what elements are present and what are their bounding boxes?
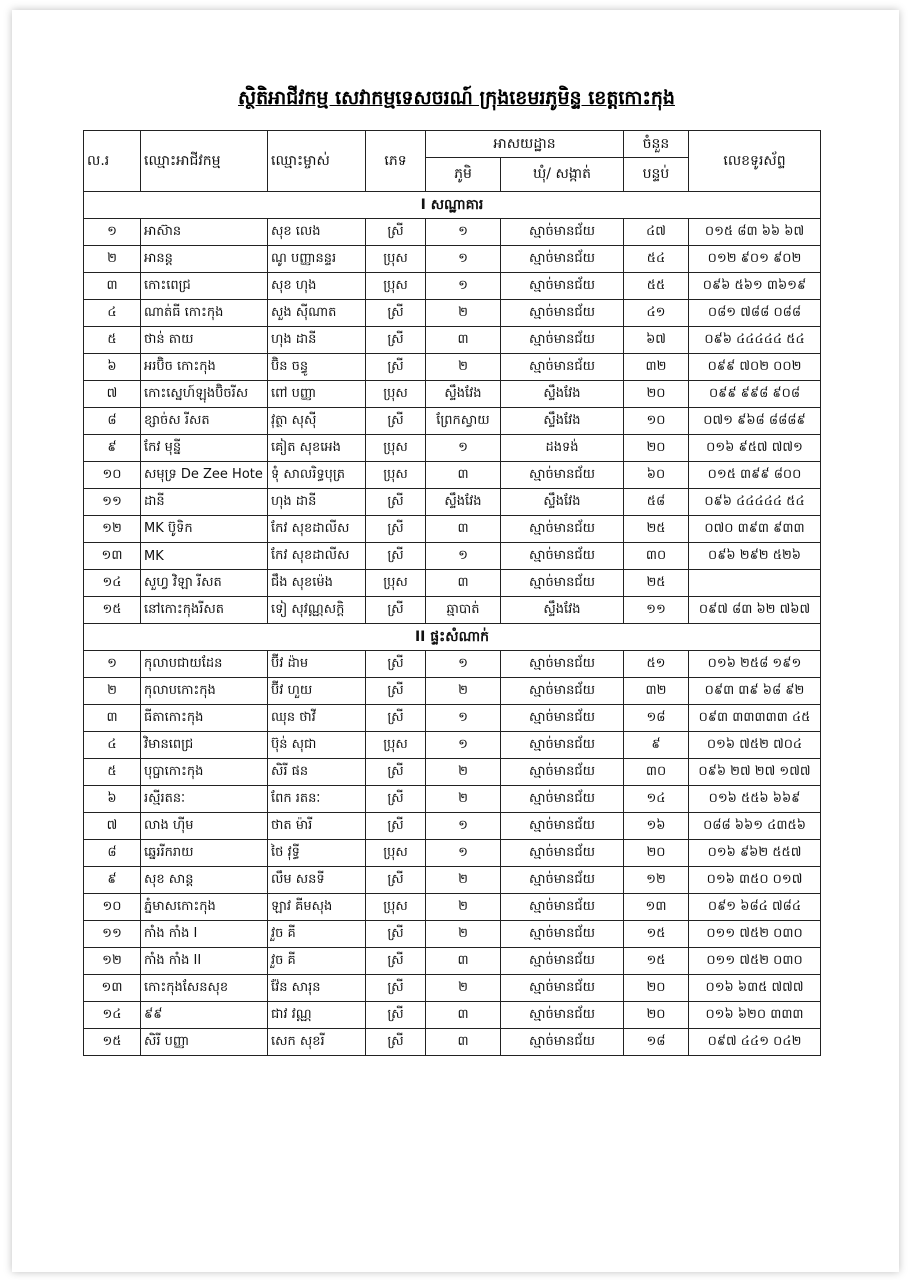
cell-owner-name: ឡាវ គីមសុង	[268, 894, 366, 921]
cell-village: ១	[426, 705, 501, 732]
cell-village: ២	[426, 975, 501, 1002]
cell-commune: ស្មាច់មានជ័យ	[501, 678, 624, 705]
cell-no: ៧	[84, 813, 141, 840]
cell-commune: ស្មាច់មានជ័យ	[501, 1029, 624, 1056]
cell-no: ១២	[84, 948, 141, 975]
header-rooms: បន្ទប់	[624, 158, 689, 192]
cell-village: ១	[426, 219, 501, 246]
cell-no: ១៥	[84, 1029, 141, 1056]
cell-sex: ប្រុស	[366, 462, 426, 489]
cell-business-name: សិរី បញ្ញា	[141, 1029, 268, 1056]
cell-village: ព្រែកស្វាយ	[426, 408, 501, 435]
cell-rooms: ៩	[624, 732, 689, 759]
cell-phone: ០១១ ៧៥២ ០៣០	[689, 921, 821, 948]
cell-business-name: ធីតាកោះកុង	[141, 705, 268, 732]
cell-phone: ០៩១ ៦៨៤ ៧៨៤	[689, 894, 821, 921]
header-business-name: ឈ្មោះអាជីវកម្ម	[141, 131, 268, 192]
cell-no: ១	[84, 651, 141, 678]
cell-village: ១	[426, 813, 501, 840]
table-row	[84, 327, 821, 354]
cell-village: ១	[426, 840, 501, 867]
cell-phone: ០៩៣ ៣៣៣៣៣ ៤៥	[689, 705, 821, 732]
cell-rooms: ២៥	[624, 570, 689, 597]
cell-commune: ស្មាច់មានជ័យ	[501, 462, 624, 489]
cell-commune: ស្មាច់មានជ័យ	[501, 300, 624, 327]
cell-village: ១	[426, 651, 501, 678]
cell-rooms: ៥៤	[624, 246, 689, 273]
cell-sex: ប្រុស	[366, 273, 426, 300]
cell-no: ១០	[84, 894, 141, 921]
cell-business-name: MK	[141, 543, 268, 570]
cell-owner-name: សុខ លេង	[268, 219, 366, 246]
cell-owner-name: ទៀ សុវណ្ណសក្តិ	[268, 597, 366, 624]
table-row	[84, 489, 821, 516]
cell-rooms: ១៣	[624, 894, 689, 921]
cell-commune: ស្មាច់មានជ័យ	[501, 570, 624, 597]
cell-phone: ០៧០ ៣៩៣ ៩៣៣	[689, 516, 821, 543]
cell-rooms: ១៦	[624, 813, 689, 840]
cell-phone: ០៩៦ ៤៤៤៤៤ ៥៤	[689, 489, 821, 516]
cell-rooms: ៥៨	[624, 489, 689, 516]
cell-owner-name: ថៃ វុទ្ធី	[268, 840, 366, 867]
cell-village: ៣	[426, 327, 501, 354]
cell-village: ២	[426, 921, 501, 948]
cell-sex: ស្រី	[366, 759, 426, 786]
cell-owner-name: ហុង ដានី	[268, 327, 366, 354]
table-row	[84, 894, 821, 921]
cell-no: ១១	[84, 921, 141, 948]
cell-commune: ស្ទឹងវែង	[501, 408, 624, 435]
cell-owner-name: វួច គី	[268, 948, 366, 975]
cell-commune: ស្មាច់មានជ័យ	[501, 273, 624, 300]
cell-rooms: ៣០	[624, 759, 689, 786]
cell-owner-name: លឹម សនទី	[268, 867, 366, 894]
cell-phone: ០៩៩ ៧០២ ០០២	[689, 354, 821, 381]
cell-business-name: ថាន់ តាយ	[141, 327, 268, 354]
table-row	[84, 597, 821, 624]
cell-no: ១៣	[84, 543, 141, 570]
section-title: II ផ្ទះសំណាក់	[84, 624, 821, 651]
cell-village: ២	[426, 678, 501, 705]
cell-phone: ០៩៣ ៣៩ ៦៨ ៩២	[689, 678, 821, 705]
cell-business-name: កែវ មុន្នី	[141, 435, 268, 462]
cell-commune: ស្មាច់មានជ័យ	[501, 246, 624, 273]
cell-rooms: ២០	[624, 1002, 689, 1029]
table-row	[84, 354, 821, 381]
cell-owner-name: ជាវ វណ្ណ	[268, 1002, 366, 1029]
cell-phone: ០៩៦ ៤៤៤៤៤ ៥៤	[689, 327, 821, 354]
cell-owner-name: ប៊ីវ ហួយ	[268, 678, 366, 705]
cell-business-name: កោះកុងសែនសុខ	[141, 975, 268, 1002]
cell-phone: ០១២ ៩០១ ៩០២	[689, 246, 821, 273]
cell-no: ១៥	[84, 597, 141, 624]
cell-business-name: ឆ្នេររីករាយ	[141, 840, 268, 867]
cell-no: ៤	[84, 732, 141, 759]
cell-no: ៩	[84, 435, 141, 462]
header-count: ចំនួន	[624, 131, 689, 158]
cell-business-name: ខ្សាច់ស រីសត	[141, 408, 268, 435]
cell-business-name: MK ប៊ូទិក	[141, 516, 268, 543]
cell-business-name: កាំង កាំង II	[141, 948, 268, 975]
cell-village: ១	[426, 273, 501, 300]
cell-phone: ០១៦ ៦៣៥ ៧៧៧	[689, 975, 821, 1002]
cell-rooms: ១០	[624, 408, 689, 435]
cell-village: ២	[426, 300, 501, 327]
cell-commune: ស្មាច់មានជ័យ	[501, 651, 624, 678]
cell-business-name: វិមានពេជ្រ	[141, 732, 268, 759]
cell-sex: ស្រី	[366, 921, 426, 948]
cell-sex: ស្រី	[366, 327, 426, 354]
header-address: អាសយដ្ឋាន	[426, 131, 624, 158]
cell-phone: ០៩៧ ៤៤១ ០៤២	[689, 1029, 821, 1056]
table-row	[84, 1002, 821, 1029]
cell-sex: ស្រី	[366, 408, 426, 435]
cell-phone: ០៩៦ ៥៦១ ៣៦១៩	[689, 273, 821, 300]
cell-sex: ស្រី	[366, 705, 426, 732]
cell-phone: ០៩៦ ២៩២ ៥២៦	[689, 543, 821, 570]
cell-commune: ស្មាច់មានជ័យ	[501, 705, 624, 732]
table-row	[84, 975, 821, 1002]
cell-business-name: អានន្ត	[141, 246, 268, 273]
cell-sex: ស្រី	[366, 1029, 426, 1056]
cell-village: ១	[426, 732, 501, 759]
cell-phone: ០៧១ ៩៦៨ ៨៨៨៩	[689, 408, 821, 435]
table-row	[84, 813, 821, 840]
cell-commune: ដងទង់	[501, 435, 624, 462]
table-row	[84, 246, 821, 273]
table-row	[84, 273, 821, 300]
cell-village: ៣	[426, 1029, 501, 1056]
cell-owner-name: កែវ សុខដាលីស	[268, 516, 366, 543]
cell-sex: ស្រី	[366, 300, 426, 327]
cell-commune: ស្ទឹងវែង	[501, 381, 624, 408]
cell-sex: ស្រី	[366, 813, 426, 840]
cell-no: ១	[84, 219, 141, 246]
cell-owner-name: កែវ សុខដាលីស	[268, 543, 366, 570]
cell-commune: ស្មាច់មានជ័យ	[501, 543, 624, 570]
cell-sex: ស្រី	[366, 597, 426, 624]
cell-commune: ស្ទឹងវែង	[501, 489, 624, 516]
table-row	[84, 219, 821, 246]
cell-owner-name: ប៊ីវ ដ៉ាម	[268, 651, 366, 678]
cell-owner-name: ប៊ុន់ សុជា	[268, 732, 366, 759]
table-row	[84, 516, 821, 543]
cell-sex: ប្រុស	[366, 732, 426, 759]
cell-no: ៤	[84, 300, 141, 327]
cell-commune: ស្មាច់មានជ័យ	[501, 948, 624, 975]
table-row	[84, 435, 821, 462]
cell-owner-name: សេក សុខរី	[268, 1029, 366, 1056]
cell-sex: ស្រី	[366, 354, 426, 381]
table-row	[84, 462, 821, 489]
cell-no: ២	[84, 246, 141, 273]
cell-no: ៥	[84, 759, 141, 786]
cell-business-name: បុប្ផាកោះកុង	[141, 759, 268, 786]
cell-village: ៣	[426, 462, 501, 489]
cell-commune: ស្មាច់មានជ័យ	[501, 732, 624, 759]
cell-business-name: រស្មីរតនៈ	[141, 786, 268, 813]
cell-rooms: ១៤	[624, 786, 689, 813]
cell-owner-name: ថាត ម៉ារី	[268, 813, 366, 840]
cell-sex: ស្រី	[366, 219, 426, 246]
cell-no: ១៤	[84, 570, 141, 597]
header-phone: លេខទូរស័ព្ទ	[689, 131, 821, 192]
cell-business-name: ណាត់ធី កោះកុង	[141, 300, 268, 327]
cell-phone: ០១៦ ៧៥២ ៧០៤	[689, 732, 821, 759]
cell-phone: ០១៦ ៩៦២ ៥៥៧	[689, 840, 821, 867]
cell-phone: ០១៦ ៩៥៧ ៧៧១	[689, 435, 821, 462]
cell-phone	[689, 570, 821, 597]
header-no: ល.រ	[84, 131, 141, 192]
table-row	[84, 948, 821, 975]
cell-owner-name: សុខ ហុង	[268, 273, 366, 300]
cell-rooms: ៦០	[624, 462, 689, 489]
cell-rooms: ១២	[624, 867, 689, 894]
cell-rooms: ៣២	[624, 678, 689, 705]
cell-no: ១១	[84, 489, 141, 516]
cell-commune: ស្មាច់មានជ័យ	[501, 975, 624, 1002]
cell-sex: ស្រី	[366, 948, 426, 975]
table-row	[84, 300, 821, 327]
cell-no: ១២	[84, 516, 141, 543]
cell-rooms: ៥១	[624, 651, 689, 678]
cell-business-name: លាង ហ៊ីម	[141, 813, 268, 840]
cell-sex: ប្រុស	[366, 894, 426, 921]
cell-owner-name: ឈុន ថាវី	[268, 705, 366, 732]
cell-sex: ស្រី	[366, 651, 426, 678]
cell-owner-name: ពែក រតនៈ	[268, 786, 366, 813]
cell-phone: ០១៦ ៣៥០ ០១៧	[689, 867, 821, 894]
cell-business-name: អាស៊ាន	[141, 219, 268, 246]
cell-owner-name: ទុំ សាលរិទ្ធបុត្រ	[268, 462, 366, 489]
cell-rooms: ១៨	[624, 705, 689, 732]
cell-business-name: កោះពេជ្រ	[141, 273, 268, 300]
cell-phone: ០១៦ ៥៥៦ ៦៦៩	[689, 786, 821, 813]
cell-village: ២	[426, 354, 501, 381]
cell-phone: ០៩៦ ២៧ ២៧ ១៧៧	[689, 759, 821, 786]
cell-no: ២	[84, 678, 141, 705]
cell-village: ឆ្មាបាត់	[426, 597, 501, 624]
cell-owner-name: ណូ បញ្ញានន្ទរ	[268, 246, 366, 273]
cell-no: ៣	[84, 273, 141, 300]
cell-commune: ស្ទឹងវែង	[501, 597, 624, 624]
cell-commune: ស្មាច់មានជ័យ	[501, 327, 624, 354]
table-row	[84, 840, 821, 867]
cell-phone: ០៨៨ ៦៦១ ៤៣៥៦	[689, 813, 821, 840]
cell-commune: ស្មាច់មានជ័យ	[501, 219, 624, 246]
cell-village: ៣	[426, 1002, 501, 1029]
cell-owner-name: ប៊ិន ចន្ធូ	[268, 354, 366, 381]
cell-rooms: ២០	[624, 381, 689, 408]
table-row	[84, 408, 821, 435]
table-row	[84, 570, 821, 597]
cell-business-name: អរប៊ិច កោះកុង	[141, 354, 268, 381]
cell-sex: ប្រុស	[366, 246, 426, 273]
cell-no: ៨	[84, 840, 141, 867]
cell-business-name: សួហ្វ វិឡា រីសត	[141, 570, 268, 597]
cell-no: ៥	[84, 327, 141, 354]
cell-business-name: ភ្នំមាសកោះកុង	[141, 894, 268, 921]
cell-phone: ០១៥ ៨៣ ៦៦ ៦៧	[689, 219, 821, 246]
cell-commune: ស្មាច់មានជ័យ	[501, 840, 624, 867]
cell-village: ១	[426, 246, 501, 273]
cell-commune: ស្មាច់មានជ័យ	[501, 867, 624, 894]
cell-phone: ០១៦ ៦២០ ៣៣៣	[689, 1002, 821, 1029]
cell-business-name: ដានី	[141, 489, 268, 516]
cell-owner-name: ពៅ បញ្ញា	[268, 381, 366, 408]
cell-phone: ០១៥ ៣៩៩ ៨០០	[689, 462, 821, 489]
cell-no: ៨	[84, 408, 141, 435]
cell-phone: ០១៦ ២៥៨ ១៩១	[689, 651, 821, 678]
section-row	[84, 192, 821, 219]
table-row	[84, 732, 821, 759]
cell-rooms: ៦៧	[624, 327, 689, 354]
cell-business-name: សមុទ្រ De Zee Hote	[141, 462, 268, 489]
cell-business-name: កាំង កាំង I	[141, 921, 268, 948]
cell-village: ស្ទឹងវែង	[426, 381, 501, 408]
cell-sex: ស្រី	[366, 975, 426, 1002]
cell-commune: ស្មាច់មានជ័យ	[501, 786, 624, 813]
cell-business-name: នៅកោះកុងរីសត	[141, 597, 268, 624]
table-row	[84, 786, 821, 813]
table-header	[84, 131, 821, 192]
cell-sex: ស្រី	[366, 1002, 426, 1029]
table-row	[84, 705, 821, 732]
cell-sex: ស្រី	[366, 516, 426, 543]
cell-rooms: ២០	[624, 840, 689, 867]
cell-rooms: ១៨	[624, 1029, 689, 1056]
cell-village: ៣	[426, 570, 501, 597]
business-register-table	[83, 130, 821, 1056]
cell-commune: ស្មាច់មានជ័យ	[501, 894, 624, 921]
cell-owner-name: គៀត សុខអេង	[268, 435, 366, 462]
cell-village: ២	[426, 786, 501, 813]
cell-business-name: កុលាបជាយដែន	[141, 651, 268, 678]
cell-no: ១០	[84, 462, 141, 489]
cell-rooms: ២០	[624, 975, 689, 1002]
cell-no: ៩	[84, 867, 141, 894]
cell-rooms: ៥៥	[624, 273, 689, 300]
cell-commune: ស្មាច់មានជ័យ	[501, 1002, 624, 1029]
cell-phone: ០១១ ៧៥២ ០៣០	[689, 948, 821, 975]
cell-commune: ស្មាច់មានជ័យ	[501, 516, 624, 543]
cell-sex: ស្រី	[366, 786, 426, 813]
cell-village: ៣	[426, 948, 501, 975]
cell-village: ១	[426, 435, 501, 462]
cell-no: ១៤	[84, 1002, 141, 1029]
cell-business-name: កោះស្នេហ៍ឡុងប៊ិចរីស	[141, 381, 268, 408]
cell-owner-name: វួច គី	[268, 921, 366, 948]
cell-rooms: ៤៧	[624, 219, 689, 246]
cell-owner-name: ហុង ដានី	[268, 489, 366, 516]
cell-no: ៧	[84, 381, 141, 408]
header-sex: ភេទ	[366, 131, 426, 192]
cell-rooms: ២០	[624, 435, 689, 462]
cell-business-name: សុខ សាន្ត	[141, 867, 268, 894]
cell-business-name: ៩៩	[141, 1002, 268, 1029]
cell-sex: ប្រុស	[366, 381, 426, 408]
cell-owner-name: សិរី ផន	[268, 759, 366, 786]
cell-rooms: ១៥	[624, 948, 689, 975]
section-title: I សណ្ឋាគារ	[84, 192, 821, 219]
cell-no: ៦	[84, 786, 141, 813]
cell-no: ៣	[84, 705, 141, 732]
cell-sex: ប្រុស	[366, 840, 426, 867]
cell-sex: ស្រី	[366, 543, 426, 570]
header-village: ភូមិ	[426, 158, 501, 192]
cell-owner-name: ជឹង សុខម៉េង	[268, 570, 366, 597]
table-row	[84, 759, 821, 786]
cell-sex: ប្រុស	[366, 570, 426, 597]
cell-business-name: កុលាបកោះកុង	[141, 678, 268, 705]
cell-owner-name: វុត្ថា សុស៊ី	[268, 408, 366, 435]
cell-no: ១៣	[84, 975, 141, 1002]
table-row	[84, 678, 821, 705]
cell-village: ស្ទឹងវែង	[426, 489, 501, 516]
table-row	[84, 543, 821, 570]
cell-sex: ស្រី	[366, 678, 426, 705]
cell-village: ២	[426, 894, 501, 921]
table-row	[84, 381, 821, 408]
header-owner-name: ឈ្មោះម្ចាស់	[268, 131, 366, 192]
cell-sex: ស្រី	[366, 867, 426, 894]
cell-village: ៣	[426, 516, 501, 543]
table-row	[84, 651, 821, 678]
cell-rooms: ៤១	[624, 300, 689, 327]
table-body	[84, 192, 821, 1056]
cell-rooms: ១៥	[624, 921, 689, 948]
cell-rooms: ៣២	[624, 354, 689, 381]
cell-rooms: ២៥	[624, 516, 689, 543]
table-row	[84, 1029, 821, 1056]
header-commune: ឃុំ/ សង្កាត់	[501, 158, 624, 192]
cell-commune: ស្មាច់មានជ័យ	[501, 759, 624, 786]
table-row	[84, 921, 821, 948]
cell-village: ១	[426, 543, 501, 570]
cell-sex: ប្រុស	[366, 435, 426, 462]
cell-owner-name: វ៉ែន សារុន	[268, 975, 366, 1002]
cell-village: ២	[426, 867, 501, 894]
cell-commune: ស្មាច់មានជ័យ	[501, 813, 624, 840]
cell-no: ៦	[84, 354, 141, 381]
cell-rooms: ៣០	[624, 543, 689, 570]
section-row	[84, 624, 821, 651]
cell-rooms: ១១	[624, 597, 689, 624]
cell-owner-name: សួង ស៊ីណាត	[268, 300, 366, 327]
cell-commune: ស្មាច់មានជ័យ	[501, 921, 624, 948]
table-row	[84, 867, 821, 894]
cell-phone: ០៩៩ ៩៩៨ ៩០៨	[689, 381, 821, 408]
document-title: ស្ថិតិអាជីវកម្ម សេវាកម្មទេសចរណ៍ ក្រុងខេមរភូមិន្ទ ខេត្តកោះកុង	[238, 87, 675, 109]
cell-sex: ស្រី	[366, 489, 426, 516]
cell-phone: ០៩៧ ៨៣ ៦២ ៧៦៧	[689, 597, 821, 624]
cell-village: ២	[426, 759, 501, 786]
cell-commune: ស្មាច់មានជ័យ	[501, 354, 624, 381]
cell-phone: ០៨១ ៧៨៨ ០៨៨	[689, 300, 821, 327]
